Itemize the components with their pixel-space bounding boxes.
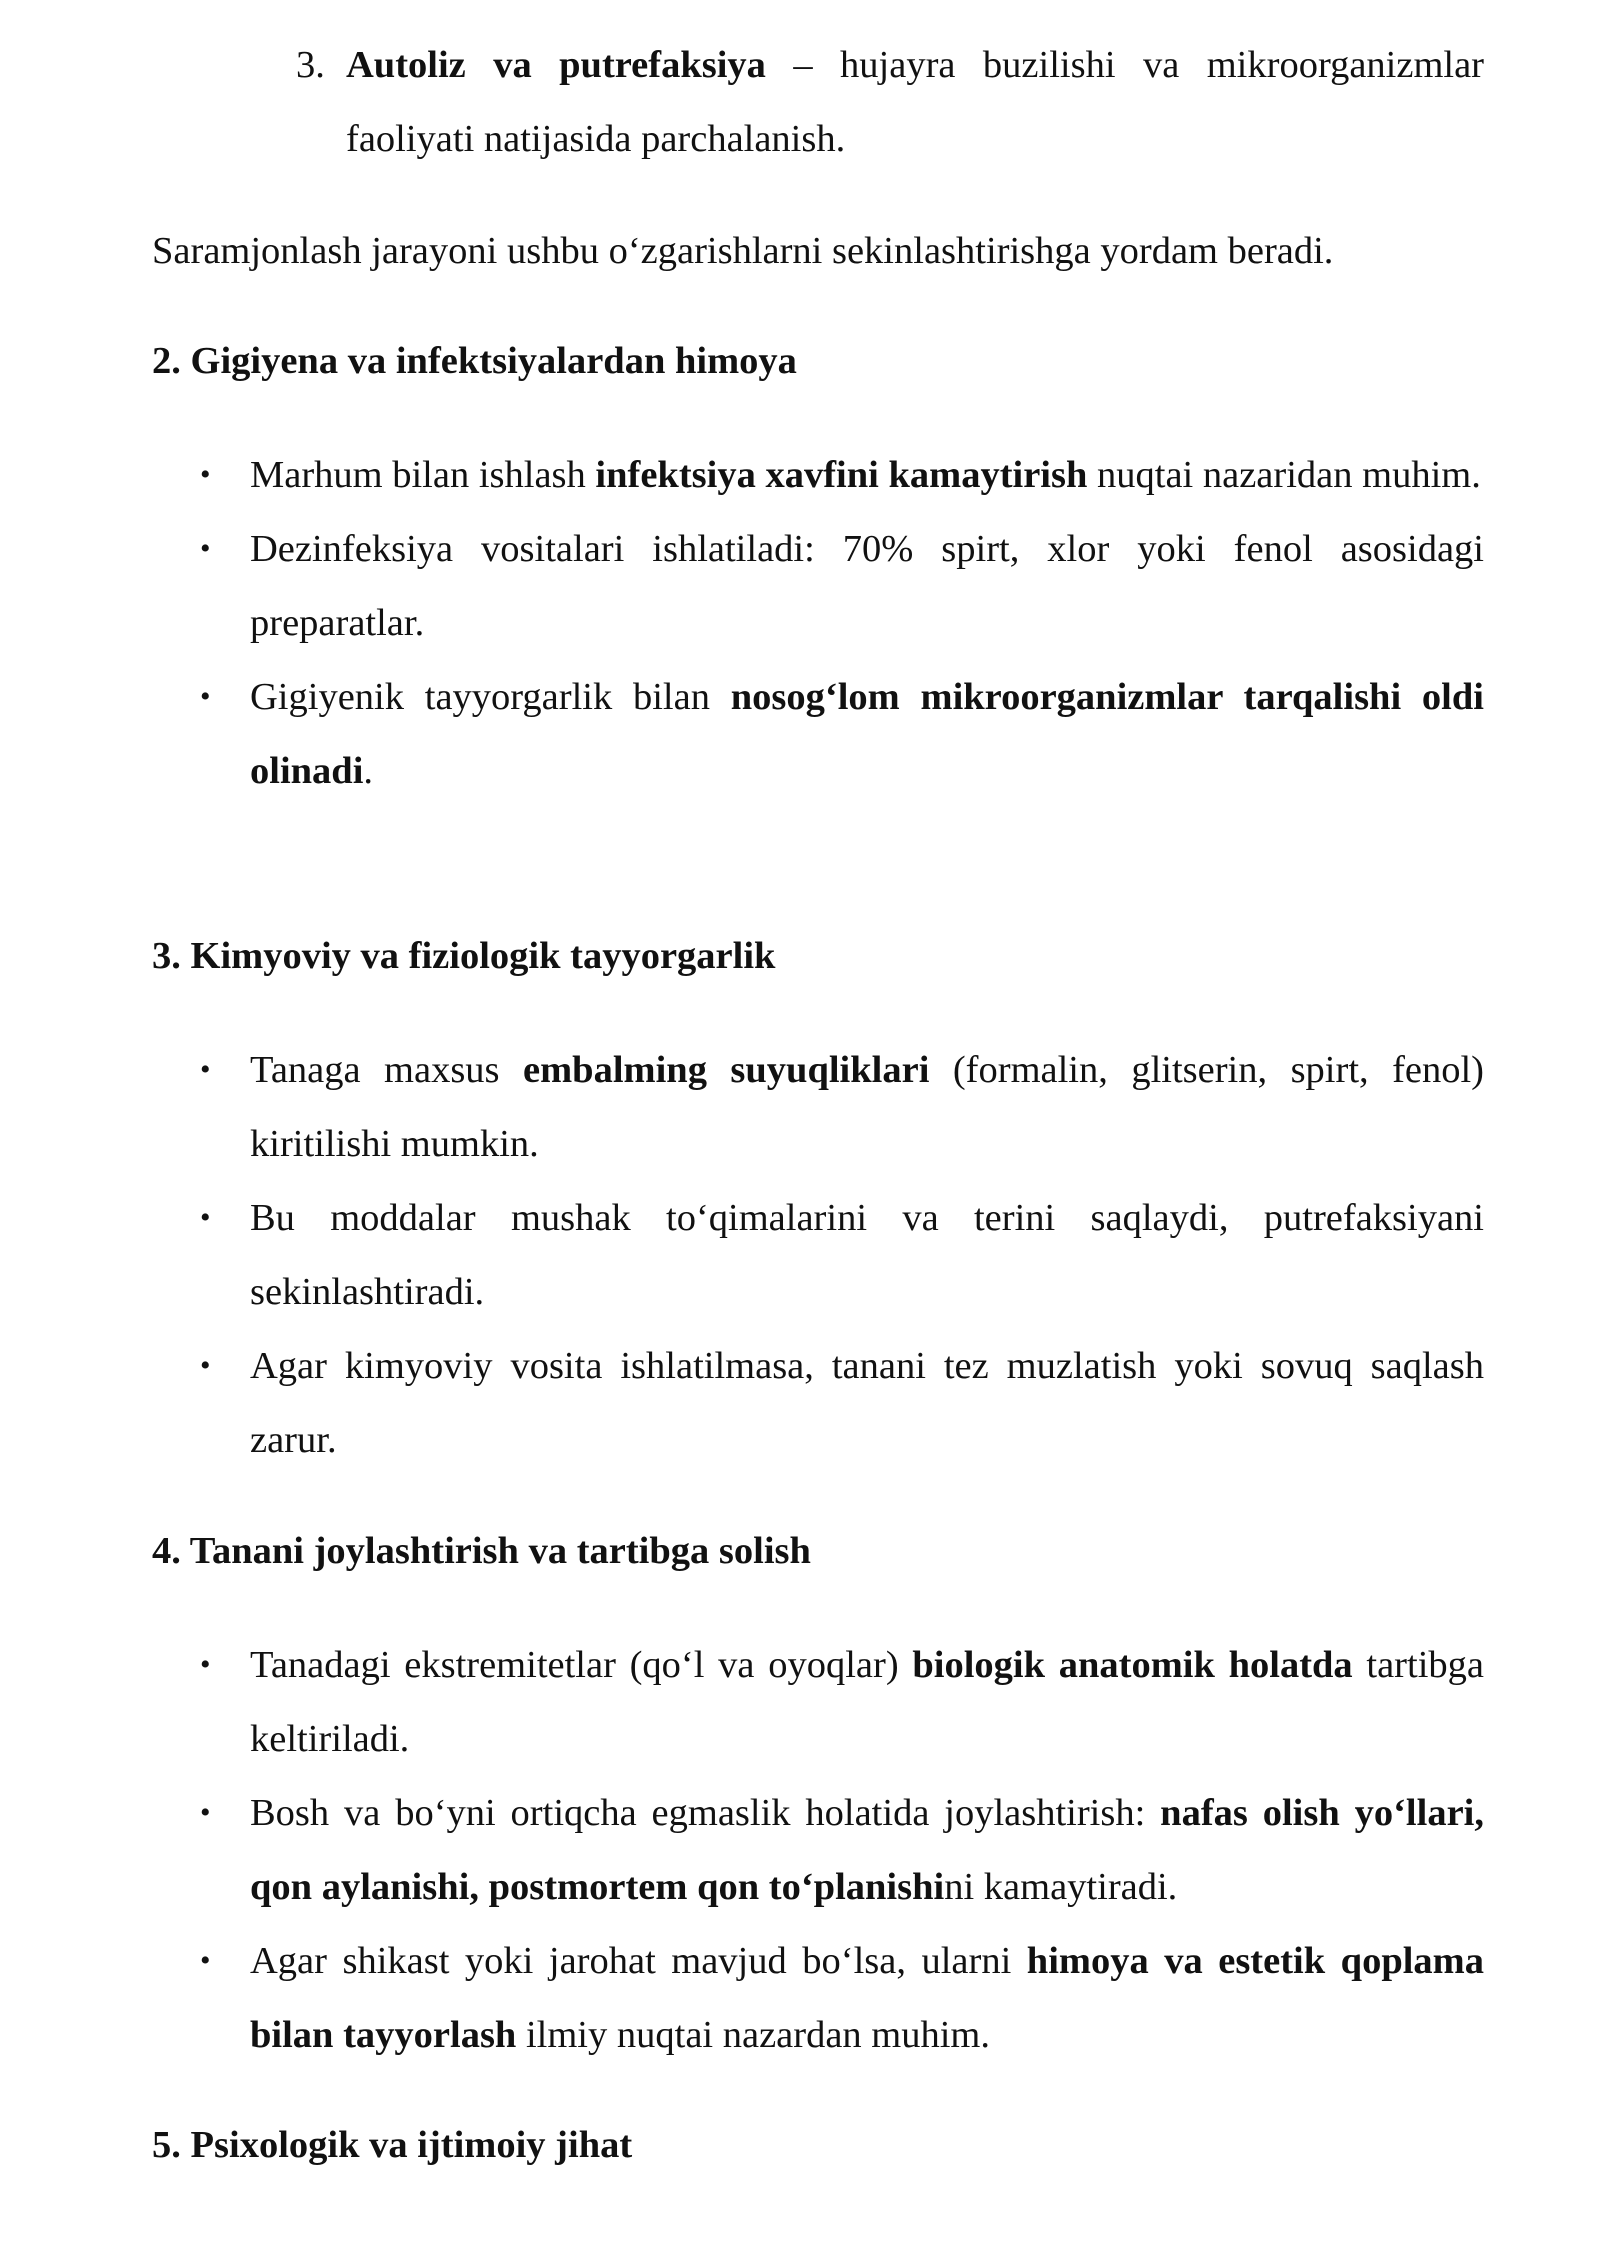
list-item — [152, 1329, 1484, 1477]
text-run: ni kamaytiradi. — [944, 1866, 1178, 1908]
text-run: Bu moddalar mushak to‘qimalarini va terini saqlaydi, putrefaksiyani sekinlashtiradi. — [250, 1197, 1484, 1313]
bullet-icon: • — [200, 1349, 211, 1382]
text-run: . — [363, 750, 374, 792]
bullet-list-hygiene — [152, 438, 1484, 808]
bold-run: himoya va estetik qoplama bilan tayyorlash — [250, 1940, 1484, 2056]
text-run: Tanaga maxsus — [250, 1049, 523, 1091]
bullet-icon: • — [200, 458, 211, 491]
list-item — [152, 1924, 1484, 2072]
list-item — [152, 438, 1484, 512]
section-heading-chemical: 3. Kimyoviy va fiziologik tayyorgarlik — [152, 935, 776, 977]
bold-run: infektsiya xavfini kamaytirish — [595, 454, 1088, 496]
section-heading-psychological: 5. Psixologik va ijtimoiy jihat — [152, 2124, 633, 2166]
item-body — [346, 28, 1484, 176]
bold-run: embalming suyuqliklari — [523, 1049, 930, 1091]
text-run: ilmiy nuqtai nazardan muhim. — [516, 2014, 990, 2056]
text-run: Marhum bilan ishlash — [250, 454, 596, 496]
bullet-icon: • — [200, 1201, 211, 1234]
section-heading-hygiene: 2. Gigiyena va infektsiyalardan himoya — [152, 340, 797, 382]
text-run: Gigiyenik tayyorgarlik bilan — [250, 676, 731, 718]
text-run: tartibga keltiriladi. — [250, 1644, 1484, 1760]
text-run: Agar kimyoviy vosita ishlatilmasa, tanani tez muzlatish yoki sovuq saqlash zarur. — [250, 1345, 1484, 1461]
item-number: 3. — [296, 44, 325, 86]
text-run: (formalin, glitserin, spirt, fenol) kiritilishi mumkin. — [250, 1049, 1485, 1165]
list-item — [152, 1033, 1484, 1181]
numbered-item-autoliz — [296, 28, 1484, 176]
text-run: Bosh va bo‘yni ortiqcha egmaslik holatida joylashtirish: — [250, 1792, 1161, 1834]
list-item — [152, 1776, 1484, 1924]
bullet-icon: • — [200, 1944, 211, 1977]
text-run: Tanadagi ekstremitetlar (qo‘l va oyoqlar) — [250, 1644, 913, 1686]
text-run: Agar shikast yoki jarohat mavjud bo‘lsa, ularni — [250, 1940, 1027, 1982]
bold-run: nafas olish yo‘llari, qon aylanishi, postmortem qon to‘planishi — [250, 1792, 1484, 1908]
text-run: Dezinfeksiya vositalari ishlatiladi: 70% spirt, xlor yoki fenol asosidagi preparatlar. — [250, 528, 1484, 644]
intro-paragraph: Saramjonlash jarayoni ushbu o‘zgarishlarni sekinlashtirishga yordam beradi. — [152, 230, 1334, 272]
item-term: Autoliz va putrefaksiya — [346, 44, 766, 86]
bullet-list-positioning — [152, 1628, 1484, 2072]
bullet-icon: • — [200, 1053, 211, 1086]
bullet-icon: • — [200, 680, 211, 713]
section-heading-positioning: 4. Tanani joylashtirish va tartibga solish — [152, 1530, 811, 1572]
bold-run: biologik anatomik holatda — [912, 1644, 1353, 1686]
bullet-icon: • — [200, 1648, 211, 1681]
text-run: nuqtai nazaridan muhim. — [1087, 454, 1481, 496]
list-item — [152, 1628, 1484, 1776]
bullet-list-chemical — [152, 1033, 1484, 1477]
bullet-icon: • — [200, 532, 211, 565]
list-item — [152, 1181, 1484, 1329]
list-item — [152, 660, 1484, 808]
item-definition: – hujayra buzilishi va mikroorganizmlar faoliyati natijasida parchalanish. — [346, 44, 1484, 160]
bold-run: nosog‘lom mikroorganizmlar tarqalishi oldi olinadi — [250, 676, 1484, 792]
bullet-icon: • — [200, 1796, 211, 1829]
list-item — [152, 512, 1484, 660]
